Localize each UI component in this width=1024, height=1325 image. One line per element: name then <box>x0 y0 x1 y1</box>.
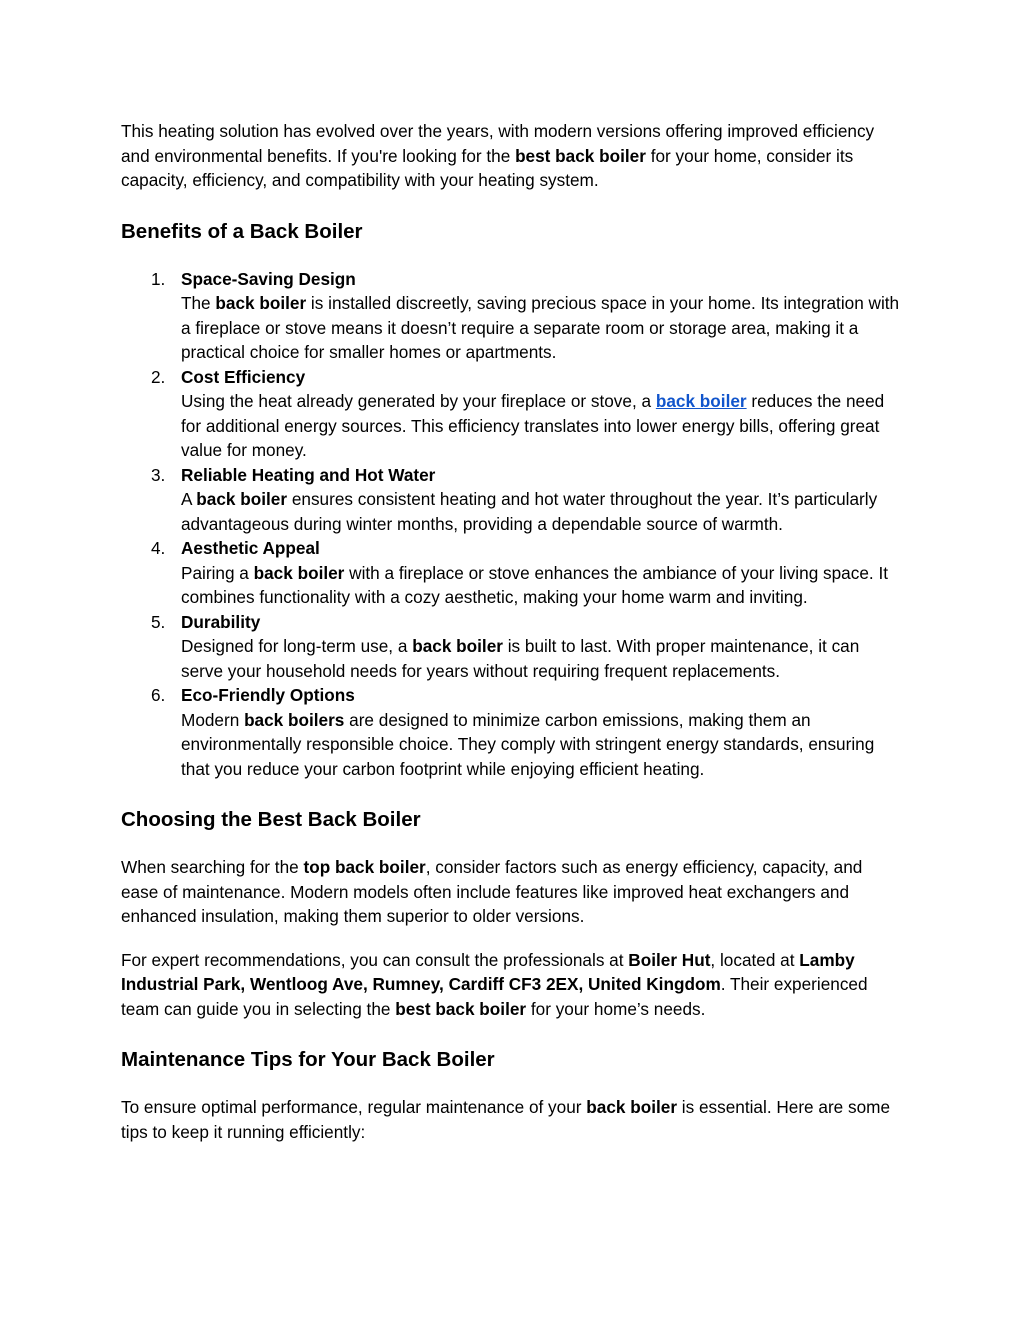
text-run: is installed discreetly, saving precious space in your home. Its integration with a fireplace or stove means it doesn’t require a separate room or storage area, making it a practical choice for smaller homes or apartments. <box>181 293 900 362</box>
text-run: is built to last. With proper maintenance, it can serve your household needs for years without requiring frequent replacements. <box>181 636 860 681</box>
text-run: is essential. Here are some tips to keep it running efficiently: <box>121 1097 891 1142</box>
text-run: . Their experienced team can guide you in selecting the <box>121 974 868 1019</box>
text-run: with a fireplace or stove enhances the ambiance of your living space. It combines functionality with a cozy aesthetic, making your home warm and inviting. <box>181 562 888 607</box>
list-number: 6. <box>151 685 166 705</box>
text-run: Designed for long-term use, a <box>181 636 413 656</box>
text-run: for your home’s needs. <box>526 998 706 1019</box>
list-item-title: Durability <box>181 611 261 632</box>
list-item-title: Cost Efficiency <box>181 366 306 387</box>
list-item-title: Aesthetic Appeal <box>181 538 320 558</box>
bold-text: back boiler <box>586 1097 678 1117</box>
text-run: reduces the need for additional energy sources. This efficiency translates into lower energy bills, offering great value for money. <box>181 391 885 460</box>
list-item <box>121 683 903 781</box>
list-item-title: Space-Saving Design <box>181 268 356 289</box>
text-run: To ensure optimal performance, regular maintenance of your <box>121 1097 587 1117</box>
text-run: , located at <box>710 949 800 970</box>
heading-choosing: Choosing the Best Back Boiler <box>121 808 421 831</box>
text-run: This heating solution has evolved over the years, with modern versions offering improved efficiency and environmental benefits. If you're looking for the <box>121 121 875 166</box>
back-boiler-link[interactable]: back boiler <box>655 391 747 411</box>
list-number: 1. <box>151 268 166 289</box>
list-item <box>121 365 903 463</box>
text-run: for your home, consider its capacity, efficiency, and compatibility with your heating system. <box>121 145 854 190</box>
bold-text: top back boiler <box>303 857 426 877</box>
text-run: Pairing a <box>181 562 254 583</box>
choosing-paragraph-1 <box>121 855 903 929</box>
list-item <box>121 536 903 610</box>
text-run: ensures consistent heating and hot water throughout the year. It’s particularly advantageous during winter months, providing a dependable source of warmth. <box>181 489 878 534</box>
heading-benefits: Benefits of a Back Boiler <box>121 219 363 243</box>
text-run: Using the heat already generated by your fireplace or stove, a <box>181 391 656 411</box>
list-item <box>121 463 903 537</box>
bold-text: Boiler Hut <box>628 949 711 970</box>
intro-paragraph <box>121 119 903 193</box>
bold-text: back boiler <box>253 562 345 583</box>
text-run: The <box>181 293 216 313</box>
choosing-paragraph-2 <box>121 948 903 1022</box>
list-item <box>121 610 903 684</box>
text-run: A <box>181 489 197 509</box>
list-item-title: Eco-Friendly Options <box>181 685 355 705</box>
list-number: 5. <box>151 611 166 632</box>
list-item-title: Reliable Heating and Hot Water <box>181 464 436 485</box>
maintenance-paragraph-1 <box>121 1095 903 1144</box>
bold-text: Lamby Industrial Park, Wentloog Ave, Rumney, Cardiff CF3 2EX, United Kingdom <box>121 949 855 994</box>
bold-text: best back boiler <box>515 145 646 166</box>
bold-text: back boiler <box>412 636 503 656</box>
text-run: For expert recommendations, you can consult the professionals at <box>121 949 629 970</box>
text-run: Modern <box>181 709 245 730</box>
bold-text: back boiler <box>215 293 307 313</box>
text-run: are designed to minimize carbon emissions, making them an environmentally responsible choice. They comply with stringent energy standards, ensuring that you reduce your carbon footprint while enjoying efficient heating. <box>181 709 875 779</box>
list-number: 2. <box>151 366 166 387</box>
bold-text: back boiler <box>196 489 288 509</box>
benefits-list <box>121 267 903 782</box>
bold-text: back boilers <box>244 709 345 730</box>
text-run: , consider factors such as energy efficiency, capacity, and ease of maintenance. Modern models often include features like improved heat exchangers and enhanced insulation, making them superior to older versions. <box>121 857 863 926</box>
bold-text: best back boiler <box>395 998 527 1019</box>
list-number: 4. <box>151 538 166 558</box>
heading-maintenance: Maintenance Tips for Your Back Boiler <box>121 1048 495 1071</box>
list-number: 3. <box>151 464 166 485</box>
text-run: When searching for the <box>121 857 304 877</box>
list-item <box>121 267 903 365</box>
